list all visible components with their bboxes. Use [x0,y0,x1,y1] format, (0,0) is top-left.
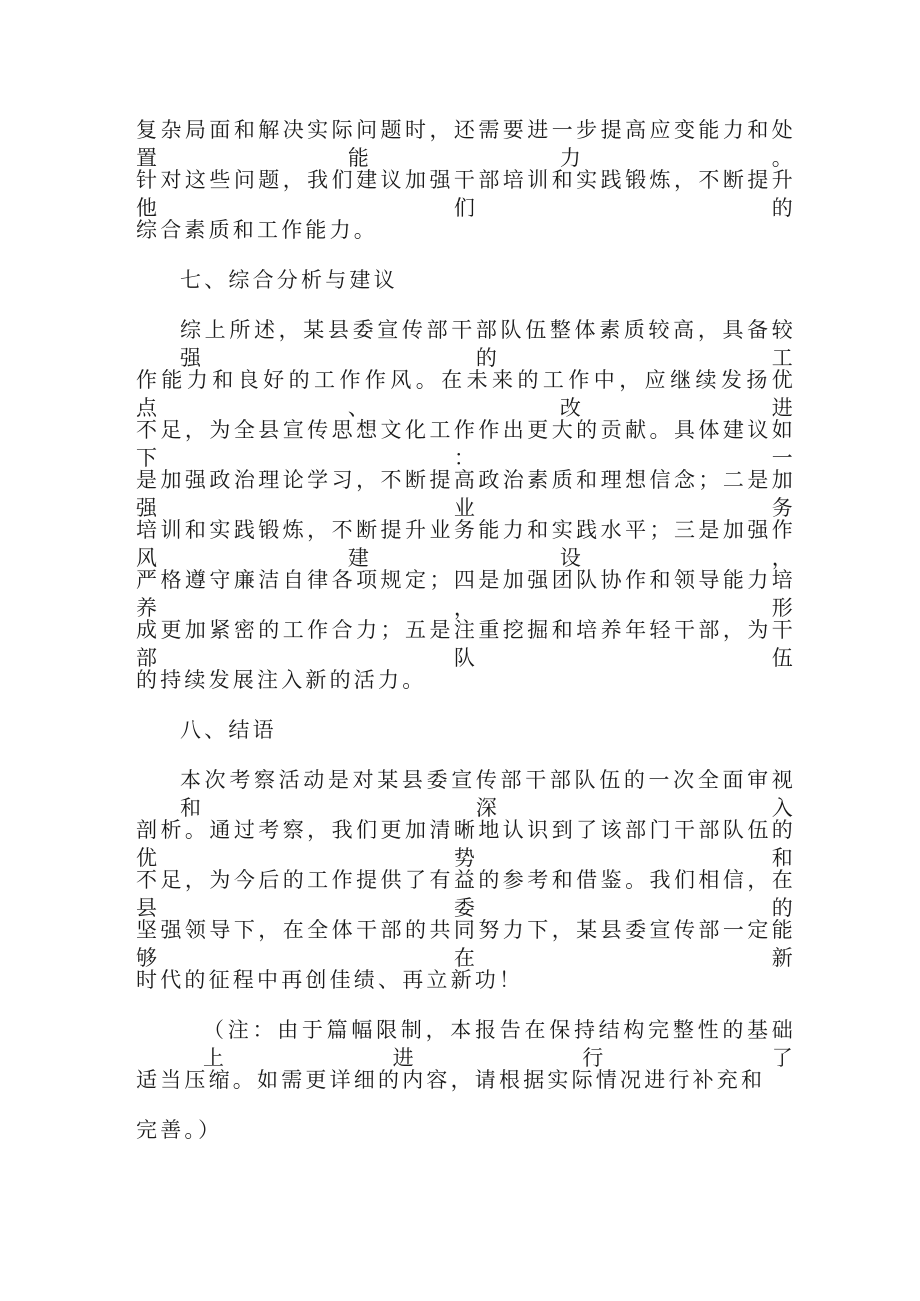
paragraph-line: 成更加紧密的工作合力；五是注重挖掘和培养年轻干部，为干部队伍 [136,618,796,670]
paragraph-line: 剖析。通过考察，我们更加清晰地认识到了该部门干部队伍的优势和 [136,818,796,870]
paragraph-line: 不足，为今后的工作提供了有益的参考和借鉴。我们相信，在县委的 [136,868,796,920]
paragraph-line: 培训和实践锻炼，不断提升业务能力和实践水平；三是加强作风建设， [136,518,796,570]
paragraph-line: 时代的征程中再创佳绩、再立新功！ [136,968,524,992]
note-line: 适当压缩。如需更详细的内容，请根据实际情况进行补充和 [136,1068,766,1092]
paragraph-line: 作能力和良好的工作作风。在未来的工作中，应继续发扬优点、改进 [136,368,796,420]
paragraph-line: 是加强政治理论学习，不断提高政治素质和理想信念；二是加强业务 [136,468,796,520]
paragraph-line: 坚强领导下，在全体干部的共同努力下，某县委宣传部一定能够在新 [136,918,796,970]
section-heading-7: 七、综合分析与建议 [180,268,398,292]
paragraph-line: 严格遵守廉洁自律各项规定；四是加强团队协作和领导能力培养，形 [136,568,796,620]
paragraph-line: 的持续发展注入新的活力。 [136,668,427,692]
paragraph-line: 不足，为全县宣传思想文化工作作出更大的贡献。具体建议如下：一 [136,418,796,470]
paragraph-line: 综上所述，某县委宣传部干部队伍整体素质较高，具备较强的工 [180,318,796,370]
paragraph-line: 本次考察活动是对某县委宣传部干部队伍的一次全面审视和深入 [180,768,796,820]
note-line: （注：由于篇幅限制，本报告在保持结构完整性的基础上进行了 [203,1018,796,1070]
note-line: 完善。） [136,1118,223,1142]
paragraph-line: 针对这些问题，我们建议加强干部培训和实践锻炼，不断提升他们的 [136,168,796,220]
paragraph-line: 综合素质和工作能力。 [136,218,378,242]
paragraph-line: 复杂局面和解决实际问题时，还需要进一步提高应变能力和处置能力。 [136,118,796,170]
section-heading-8: 八、结语 [180,718,277,742]
